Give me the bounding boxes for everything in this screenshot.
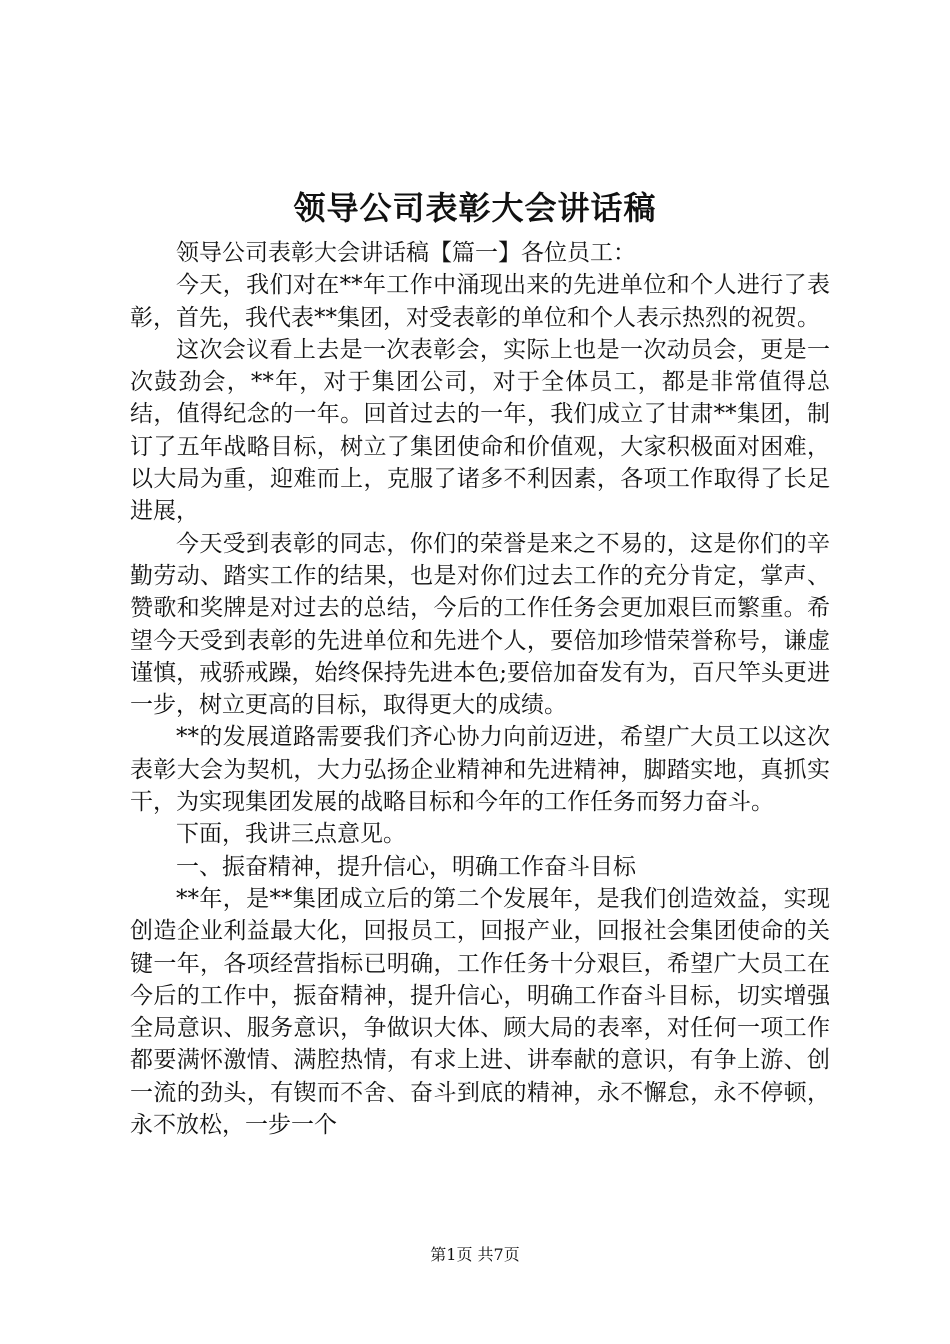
paragraph: 今天，我们对在**年工作中涌现出来的先进单位和个人进行了表彰，首先，我代表**集团，对受表彰的单位和个人表示热烈的祝贺。 <box>130 272 830 331</box>
paragraph: 这次会议看上去是一次表彰会，实际上也是一次动员会，更是一次鼓劲会，**年，对于集团公司，对于全体员工，都是非常值得总结，值得纪念的一年。回首过去的一年，我们成立了甘肃**集团，制订了五年战略目标，树立了集团使命和价值观，大家积极面对困难，以大局为重，迎难而上，克服了诸多不利因素，各项工作取得了长足进展， <box>130 336 830 525</box>
paragraph: 下面，我讲三点意见。 <box>176 821 406 848</box>
document-body <box>130 237 830 1141</box>
paragraph: 今天受到表彰的同志，你们的荣誉是来之不易的，这是你们的辛勤劳动、踏实工作的结果，也是对你们过去工作的充分肯定，掌声、赞歌和奖牌是对过去的总结，今后的工作任务会更加艰巨而繁重。希望今天受到表彰的先进单位和先进个人，要倍加珍惜荣誉称号，谦虚谨慎，戒骄戒躁，始终保持先进本色;要倍加奋发有为，百尺竿头更进一步，树立更高的目标，取得更大的成绩。 <box>130 530 830 719</box>
section-heading: 一、振奋精神，提升信心，明确工作奋斗目标 <box>176 853 636 880</box>
page-number-footer: 第1页 共7页 <box>430 1245 520 1264</box>
document-title: 领导公司表彰大会讲话稿 <box>293 189 657 227</box>
paragraph: 领导公司表彰大会讲话稿【篇一】各位员工： <box>176 240 636 266</box>
paragraph: **年，是**集团成立后的第二个发展年，是我们创造效益，实现创造企业利益最大化，回报员工，回报产业，回报社会集团使命的关键一年，各项经营指标已明确，工作任务十分艰巨，希望广大员工在今后的工作中，振奋精神，提升信心，明确工作奋斗目标，切实增强全局意识、服务意识，争做识大体、顾大局的表率，对任何一项工作都要满怀激情、满腔热情，有求上进、讲奉献的意识，有争上游、创一流的劲头，有锲而不舍、奋斗到底的精神，永不懈怠，永不停顿，永不放松，一步一个 <box>130 885 830 1139</box>
paragraph: **的发展道路需要我们齐心协力向前迈进，希望广大员工以这次表彰大会为契机，大力弘扬企业精神和先进精神，脚踏实地，真抓实干，为实现集团发展的战略目标和今年的工作任务而努力奋斗。 <box>130 724 830 816</box>
